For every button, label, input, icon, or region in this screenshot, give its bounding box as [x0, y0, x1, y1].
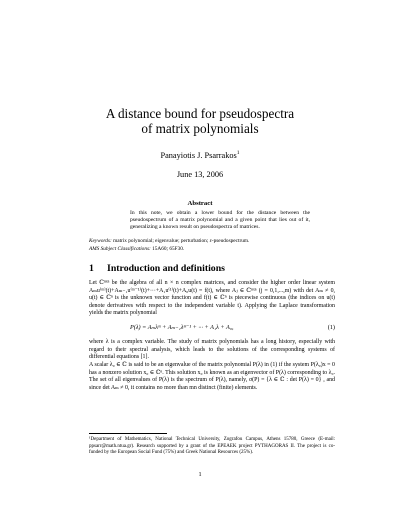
equation-expression: P(λ) = Aₘλᵐ + Aₘ₋₁λᵐ⁻¹ + ··· + A₁λ + A₀,: [130, 324, 234, 331]
footnote-rule: [89, 433, 167, 434]
equation-number: (1): [327, 324, 335, 331]
author-footnote-mark: 1: [236, 150, 240, 156]
keywords-value: matrix polynomial; eigenvalue; perturbation; ε-pseudospectrum.: [113, 238, 250, 244]
paper-title-line-2: of matrix polynomials: [141, 121, 259, 136]
paper-title-line-1: A distance bound for pseudospectra: [105, 106, 295, 121]
keywords: [89, 238, 349, 245]
section-number: 1: [89, 263, 94, 274]
abstract-heading: Abstract: [187, 200, 213, 207]
section-title: Introduction and definitions: [107, 263, 225, 274]
author-name: Panayiotis J. Psarrakos: [160, 150, 237, 160]
abstract-text: In this note, we obtain a lower bound for the distance between the pseudospectrum of a matrix polynomial and a given point that lies out of it, generalizing a known result on pseudospectra of matrices.: [130, 210, 310, 231]
page-number: 1: [198, 471, 202, 478]
date: June 13, 2006: [176, 170, 224, 179]
ams-value: 15A60; 65F30.: [152, 246, 185, 252]
ams-classification: [89, 246, 349, 253]
keywords-label: Keywords:: [89, 238, 112, 244]
paragraph-1: Let ℂⁿˣⁿ be the algebra of all n × n complex matrices, and consider the higher order linear system Aₘu⁽ᵐ⁾(t)+Aₘ₋₁u⁽ᵐ⁻¹⁾(t)+···+A₁u⁽¹⁾(t)+A₀u(t) = f(t), where Aⱼ ∈ ℂⁿˣⁿ (j = 0,1,...,m) with det Aₘ ≠ 0, u(t) ∈ ℂⁿ is the unknown vector function and f(t) ∈ ℂⁿ is piecewise continuous (the indices on u(t) denote derivatives with respect to the independent variable t). Applying the Laplace transformation yields the matrix polynomial: [89, 280, 335, 317]
paragraph-3: A scalar λ₀ ∈ ℂ is said to be an eigenvalue of the matrix polynomial P(λ) in (1) if the system P(λ₀)x = 0 has a nonzero solution x₀ ∈ ℂⁿ. This solution x₀ is known as an eigenvector of P(λ) corresponding to λ₀. The set of all eigenvalues of P(λ) is the spectrum of P(λ), namely, σ(P) = {λ ∈ ℂ : det P(λ) = 0} , and since det Aₘ ≠ 0, it contains no more than mn distinct (finite) elements.: [89, 362, 335, 391]
author: [0, 150, 400, 160]
paragraph-2: where λ is a complex variable. The study of matrix polynomials has a long history, especially with regard to their spectral analysis, which leads to the solutions of the corresponding systems of differential equations [1].: [89, 339, 335, 361]
section-heading: [89, 263, 225, 274]
footnote: ¹Department of Mathematics, National Technical University, Zografou Campus, Athens 15780, Greece (E-mail: ppsarr@math.ntua.gr). Research supported by a grant of the EPEAEK project PYTHAGORAS II. The project is co-funded by the European Social Fund (75%) and Greek National Resources (25%).: [89, 437, 335, 456]
ams-label: AMS Subject Classifications:: [89, 246, 151, 252]
